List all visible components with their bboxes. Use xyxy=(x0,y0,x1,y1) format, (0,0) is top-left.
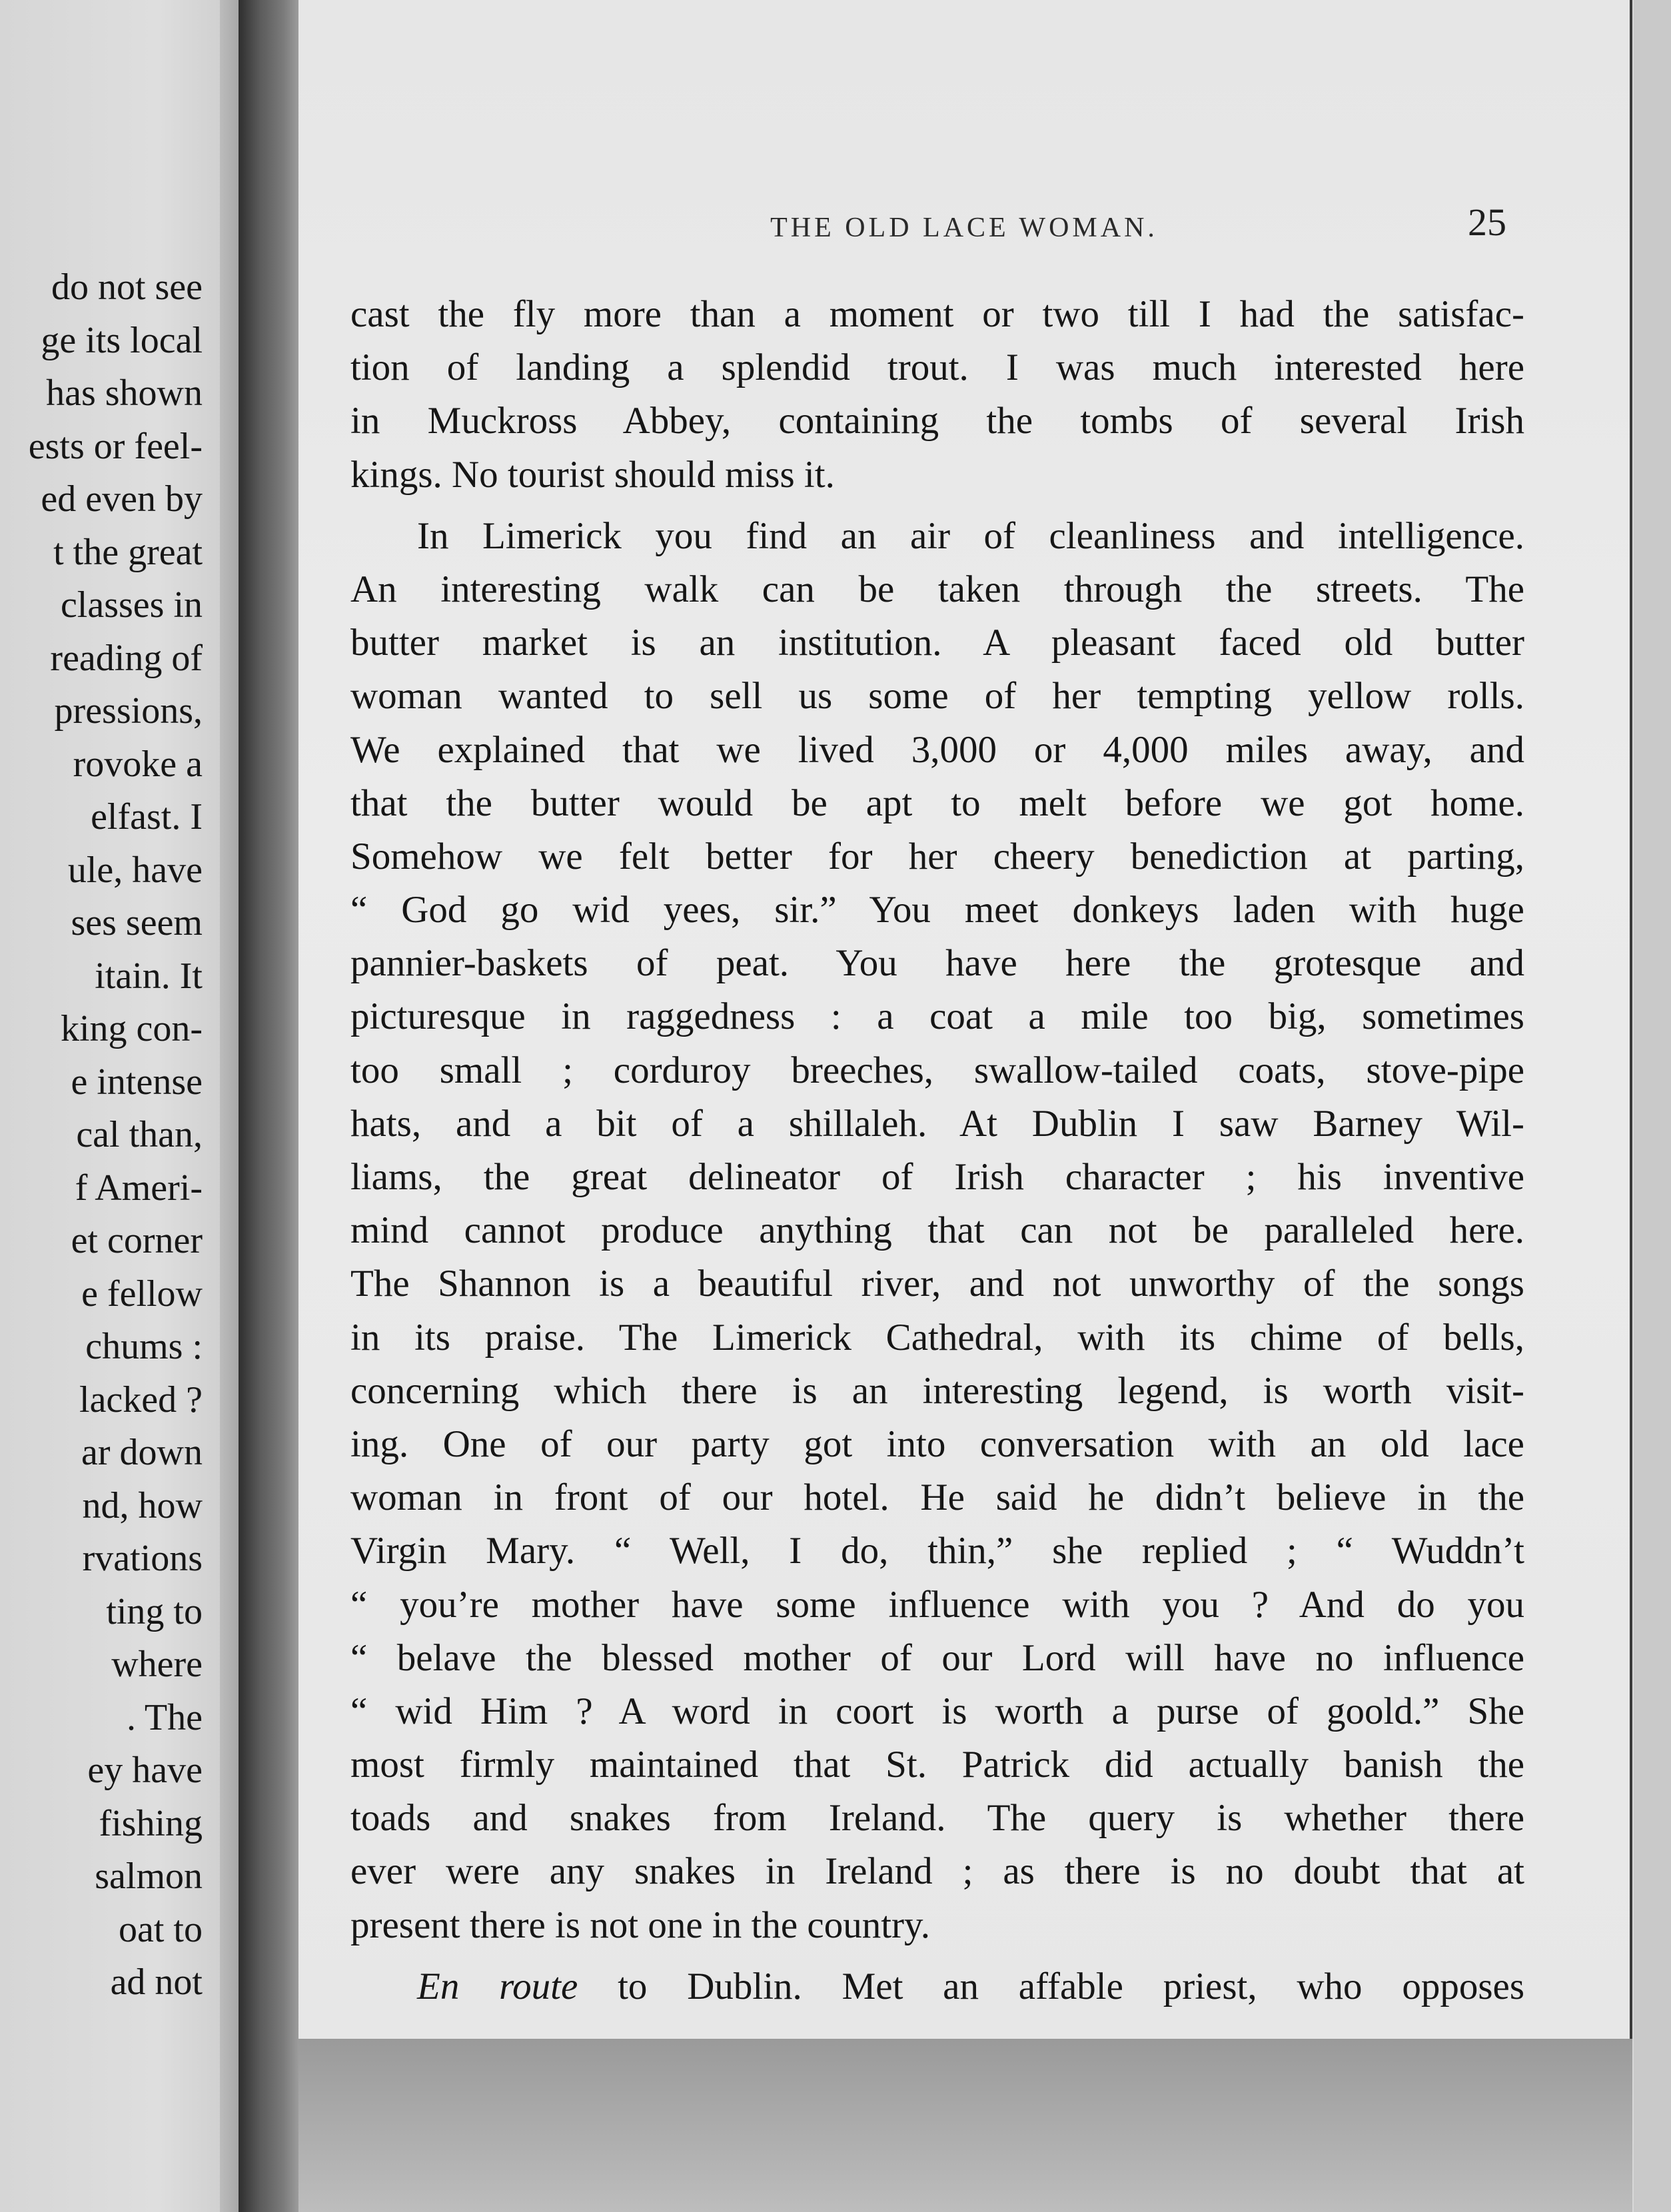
text-line: rvations xyxy=(82,1538,203,1579)
text-line: rovoke a xyxy=(73,743,203,785)
book-gutter xyxy=(239,0,298,2212)
text-line: hats, and a bit of a shillaleh. At Dublin I saw Barney Wil- xyxy=(350,1102,1524,1145)
text-line: that the butter would be apt to melt before we got home. xyxy=(350,782,1524,824)
text-line: classes in xyxy=(60,584,203,626)
text-line: mind cannot produce anything that can not be paralleled here. xyxy=(350,1209,1524,1252)
text-line: chums : xyxy=(85,1326,203,1367)
text-line: Virgin Mary. “ Well, I do, thin,” she replied ; “ Wuddn’t xyxy=(350,1530,1524,1572)
running-head: THE OLD LACE WOMAN. xyxy=(770,213,1158,243)
text-line: ge its local xyxy=(41,319,203,361)
text-line: pressions, xyxy=(54,690,203,732)
text-line: toads and snakes from Ireland. The query is whether there xyxy=(350,1797,1524,1840)
text-line: in its praise. The Limerick Cathedral, with its chime of bells, xyxy=(350,1316,1524,1359)
text-line: tion of landing a splendid trout. I was much interested here xyxy=(350,346,1524,389)
body-text xyxy=(350,288,1524,2013)
text-line: fishing xyxy=(99,1802,203,1844)
text-line: t the great xyxy=(53,531,203,573)
text-line: “ you’re mother have some influence with you ? And do you xyxy=(350,1583,1524,1626)
left-page-edge xyxy=(220,0,240,2212)
text-line: “ belave the blessed mother of our Lord will have no influence xyxy=(350,1636,1524,1679)
text-line: We explained that we lived 3,000 or 4,000 miles away, and xyxy=(350,728,1524,771)
text-line: cast the fly more than a moment or two till I had the satisfac- xyxy=(350,293,1524,335)
text-line: in Muckross Abbey, containing the tombs of several Irish xyxy=(350,400,1524,442)
text-line: liams, the great delineator of Irish character ; his inventive xyxy=(350,1156,1524,1198)
text-line: nd, how xyxy=(82,1484,203,1526)
text-line: elfast. I xyxy=(91,796,203,837)
left-page xyxy=(0,0,227,2212)
page-bottom-shadow xyxy=(298,2039,1632,2212)
text-line: most firmly maintained that St. Patrick did actually banish the xyxy=(350,1744,1524,1786)
text-line: too small ; corduroy breeches, swallow-tailed coats, stove-pipe xyxy=(350,1049,1524,1091)
text-line: ule, have xyxy=(67,849,203,891)
text-line: An interesting walk can be taken through the streets. The xyxy=(350,568,1524,610)
text-line: f Ameri- xyxy=(75,1167,203,1209)
text-line: ar down xyxy=(81,1432,203,1473)
text-line: concerning which there is an interesting legend, is worth visit- xyxy=(350,1369,1524,1412)
text-line: pannier-baskets of peat. You have here the grotesque and xyxy=(350,942,1524,985)
text-line: woman in front of our hotel. He said he didn’t believe in the xyxy=(350,1476,1524,1519)
text-line: itain. It xyxy=(95,955,203,997)
text-line: et corner xyxy=(71,1220,203,1261)
text-line: ting to xyxy=(106,1590,203,1632)
text-line: salmon xyxy=(95,1856,203,1897)
text-line: ad not xyxy=(110,1961,203,2003)
text-line: The Shannon is a beautiful river, and not unworthy of the songs xyxy=(350,1263,1524,1305)
text-line: cal than, xyxy=(76,1114,203,1155)
left-page-text xyxy=(29,261,203,2009)
text-line: e intense xyxy=(71,1061,203,1103)
text-line: picturesque in raggedness : a coat a mile too big, sometimes xyxy=(350,995,1524,1038)
text-line: present there is not one in the country. xyxy=(350,1904,931,1946)
text-line: “ wid Him ? A word in coort is worth a purse of goold.” She xyxy=(350,1690,1524,1732)
page-edge-right xyxy=(1634,0,1671,2212)
text-line: Somehow we felt better for her cheery benediction at parting, xyxy=(350,835,1524,877)
text-line: lacked ? xyxy=(79,1379,203,1420)
text-line xyxy=(350,1960,1524,2013)
text-line: ever were any snakes in Ireland ; as there is no doubt that at xyxy=(350,1850,1524,1893)
text-line: In Limerick you find an air of cleanliness and intelligence. xyxy=(417,514,1524,557)
text-line: . The xyxy=(126,1696,203,1738)
text-line: ed even by xyxy=(41,478,203,520)
italic-phrase: En route xyxy=(417,1965,578,2007)
text-span: to Dublin. Met an affable priest, who opposes xyxy=(578,1965,1524,2007)
text-line: ests or feel- xyxy=(28,425,203,467)
text-line: ing. One of our party got into conversation with an old lace xyxy=(350,1422,1524,1465)
text-line: “ God go wid yees, sir.” You meet donkeys laden with huge xyxy=(350,889,1524,931)
text-line: ey have xyxy=(87,1750,203,1791)
text-line: kings. No tourist should miss it. xyxy=(350,453,835,496)
text-line: e fellow xyxy=(81,1273,203,1315)
right-page xyxy=(298,0,1632,2039)
text-line: oat to xyxy=(119,1908,203,1950)
text-line: woman wanted to sell us some of her tempting yellow rolls. xyxy=(350,675,1524,718)
text-line: reading of xyxy=(50,637,203,679)
text-line: ses seem xyxy=(71,902,203,943)
text-line: do not see xyxy=(51,267,203,308)
text-line: butter market is an institution. A pleasant faced old butter xyxy=(350,622,1524,664)
text-line: has shown xyxy=(46,372,203,414)
text-line: king con- xyxy=(60,1008,203,1049)
text-line: where xyxy=(111,1644,203,1685)
page-number: 25 xyxy=(1468,201,1506,244)
